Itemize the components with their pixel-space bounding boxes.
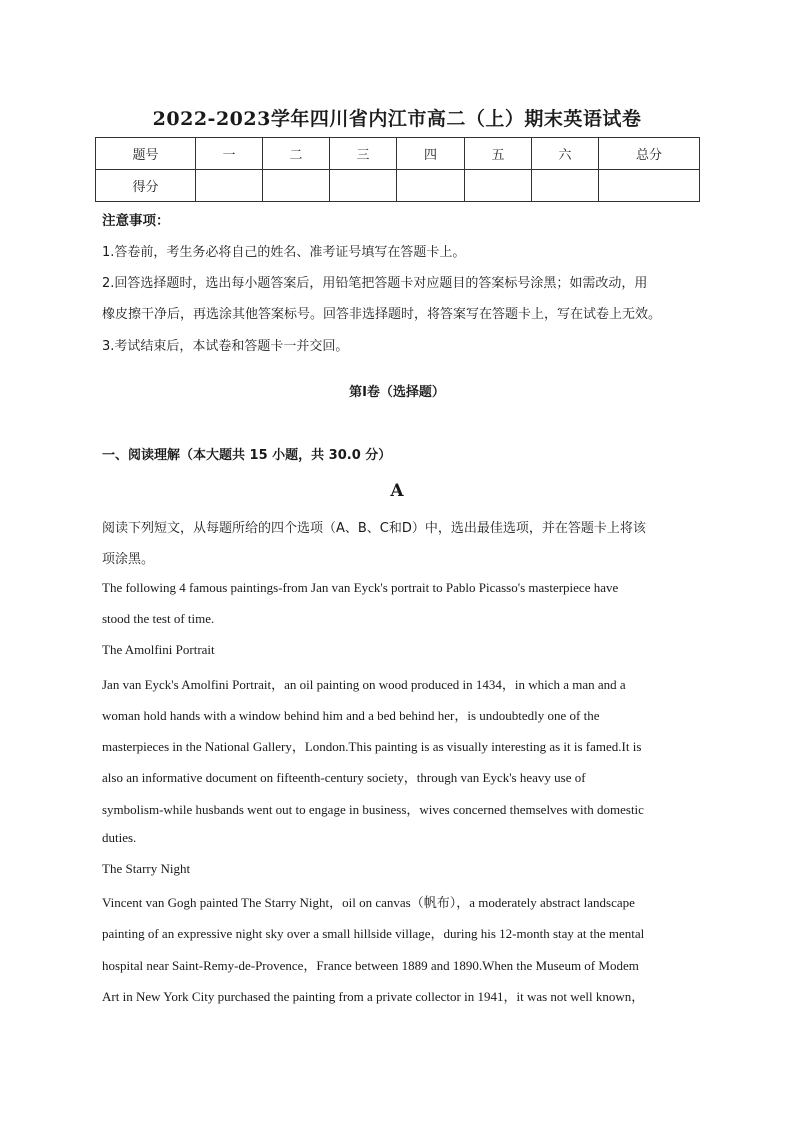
notice-heading: 注意事项： (102, 213, 170, 229)
passage-line: symbolism-while husbands went out to engage in business，wives concerned themselves with domestic (102, 802, 644, 817)
section-title: 一、阅读理解（本大题共 15 小题，共 30.0 分） (102, 448, 392, 463)
instruction-line: 项涂黑。 (102, 552, 155, 567)
passage-line: Vincent van Gogh painted The Starry Night，oil on canvas（帆布），a moderately abstract landscape (102, 895, 635, 910)
passage-line: hospital near Saint-Remy-de-Provence，France between 1889 and 1890.When the Museum of Modem (102, 958, 639, 973)
score-table-cell: 四 (397, 138, 465, 170)
score-table-cell: 五 (465, 138, 532, 170)
notice-line: 橡皮擦干净后，再选涂其他答案标号。回答非选择题时，将答案写在答题卡上，写在试卷上无效。 (102, 307, 662, 322)
score-table-cell: 题号 (96, 138, 196, 170)
score-input-cell[interactable] (465, 170, 532, 202)
score-input-cell[interactable] (196, 170, 263, 202)
passage-subheading: The Starry Night (102, 861, 191, 876)
volume-title: 第Ⅰ卷（选择题） (349, 385, 445, 400)
score-table-header-row (96, 138, 700, 170)
score-table-cell: 三 (330, 138, 397, 170)
notice-line: 3.考试结束后，本试卷和答题卡一并交回。 (102, 339, 349, 354)
score-input-cell[interactable] (330, 170, 397, 202)
score-table-cell: 总分 (599, 138, 700, 170)
passage-line: painting of an expressive night sky over a small hillside village，during his 12-month stay at the mental (102, 926, 645, 941)
passage-line: masterpieces in the National Gallery，London.This painting is as visually interesting as it is famed.It is (102, 739, 642, 754)
score-input-cell[interactable] (599, 170, 700, 202)
notice-line: 2.回答选择题时，选出每小题答案后，用铅笔把答题卡对应题目的答案标号涂黑；如需改动，用 (102, 276, 648, 291)
passage-line: Art in New York City purchased the painting from a private collector in 1941，it was not well known， (102, 989, 645, 1004)
score-input-cell[interactable] (397, 170, 465, 202)
passage-line: The following 4 famous paintings-from Jan van Eyck's portrait to Pablo Picasso's masterpiece have (102, 580, 619, 595)
score-input-cell[interactable] (532, 170, 599, 202)
part-label: A (390, 481, 404, 501)
score-table-cell: 二 (263, 138, 330, 170)
score-table-cell: 一 (196, 138, 263, 170)
score-table (95, 137, 700, 202)
score-table-cell: 得分 (96, 170, 196, 202)
notice-line: 1.答卷前，考生务必将自己的姓名、准考证号填写在答题卡上。 (102, 245, 466, 260)
passage-line: Jan van Eyck's Amolfini Portrait，an oil painting on wood produced in 1434，in which a man and a (102, 677, 626, 692)
exam-title: 2022-2023学年四川省内江市高二（上）期末英语试卷 (152, 108, 642, 130)
instruction-line: 阅读下列短文，从每题所给的四个选项（A、B、C和D）中，选出最佳选项，并在答题卡上将该 (102, 521, 646, 536)
passage-line: duties. (102, 830, 137, 845)
passage-line: woman hold hands with a window behind him and a bed behind her，is undoubtedly one of the (102, 708, 600, 723)
score-input-cell[interactable] (263, 170, 330, 202)
passage-line: stood the test of time. (102, 611, 215, 626)
score-table-cell: 六 (532, 138, 599, 170)
score-table-score-row (96, 170, 700, 202)
passage-subheading: The Amolfini Portrait (102, 642, 215, 657)
passage-line: also an informative document on fifteenth-century society，through van Eyck's heavy use of (102, 770, 586, 785)
